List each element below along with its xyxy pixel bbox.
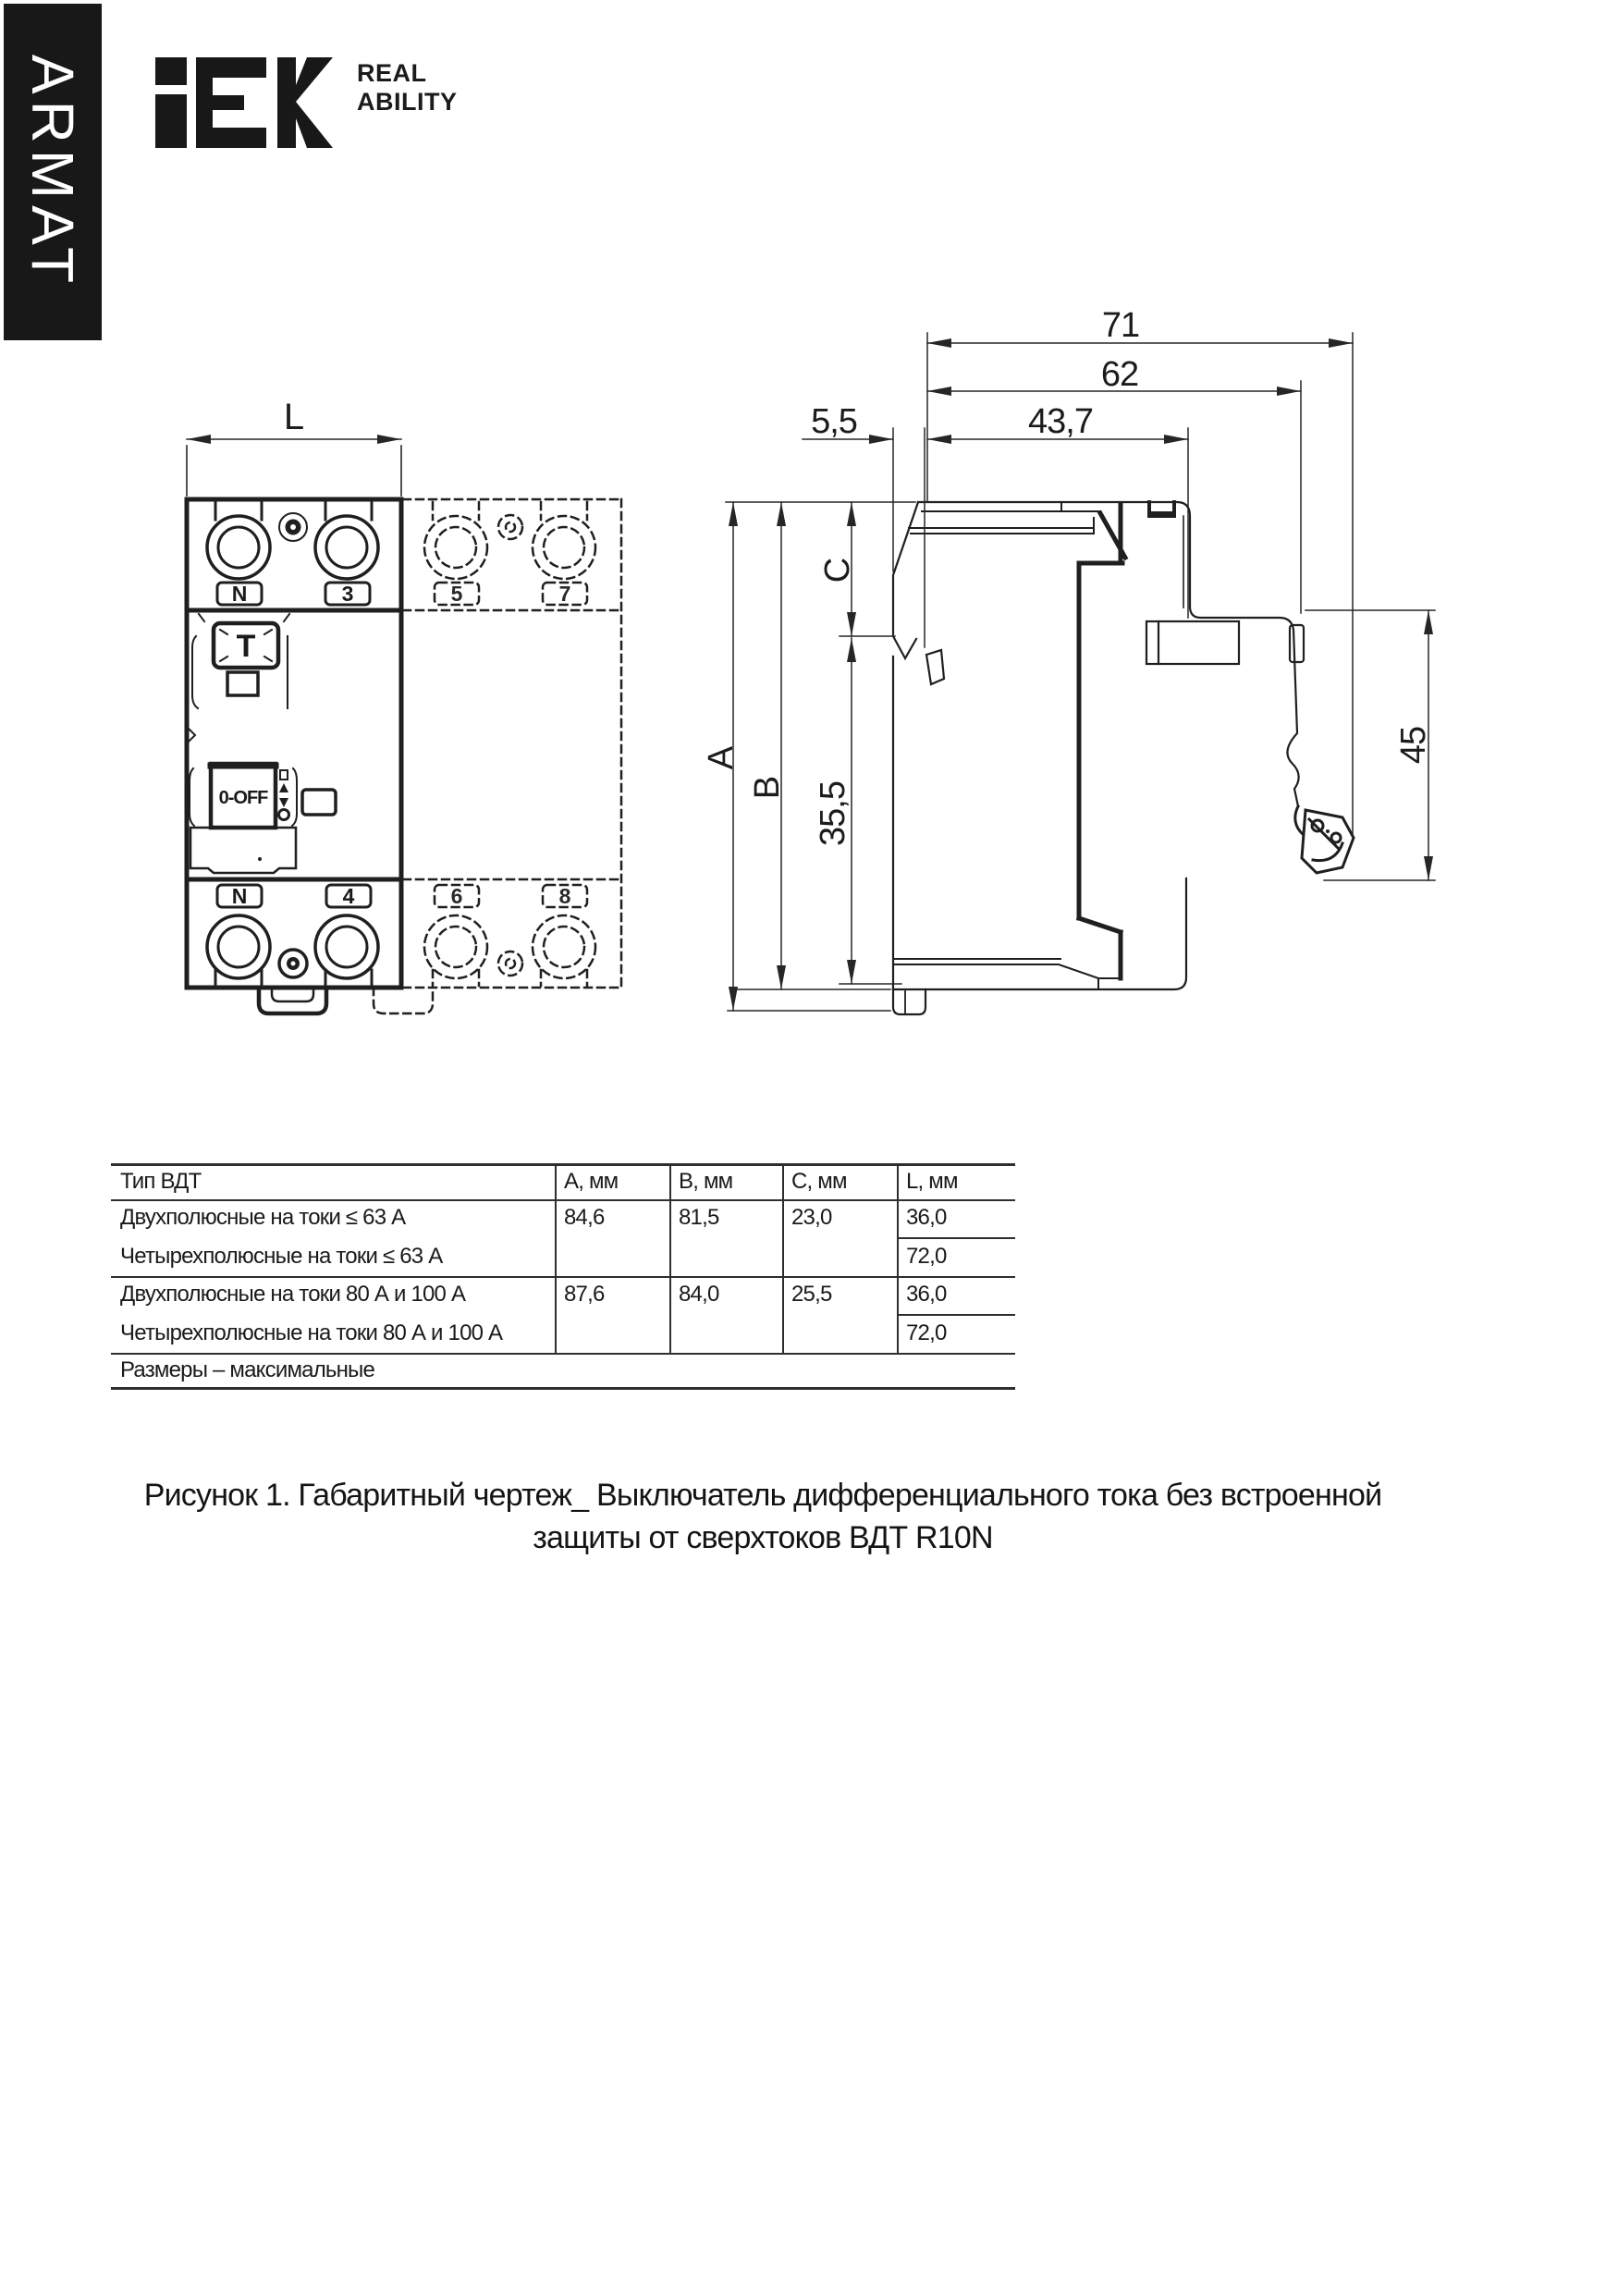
dim-label-71: 71 <box>1101 306 1140 345</box>
terminal-label-8: 8 <box>558 884 571 908</box>
clip-pull-detail-icon <box>1295 806 1354 873</box>
side-view <box>702 306 1435 1014</box>
table-header-l: L, мм <box>906 1169 958 1194</box>
dim-label-A: A <box>702 746 741 770</box>
table-row3-type: Двухполюсные на токи 80 А и 100 А <box>120 1282 466 1307</box>
screw-bottom-icon <box>279 950 307 977</box>
dim-label-L: L <box>283 397 305 437</box>
armat-label: ARMAT <box>19 54 86 290</box>
dimensions-table <box>111 1163 1015 1389</box>
table-row3-c: 25,5 <box>791 1282 832 1307</box>
dim-label-62: 62 <box>1100 355 1139 394</box>
table-row1-a: 84,6 <box>564 1205 605 1230</box>
table-header-type: Тип ВДТ <box>120 1169 202 1194</box>
table-row1-type: Двухполюсные на токи ≤ 63 А <box>120 1205 406 1230</box>
figure-caption-line2: защиты от сверхтоков ВДТ R10N <box>533 1520 993 1555</box>
dim-label-C: C <box>818 558 857 583</box>
figure-caption <box>102 1474 1424 1559</box>
table-row2-l: 72,0 <box>906 1244 947 1269</box>
terminal-label-n-bottom: N <box>231 884 248 908</box>
lever-label: 0-OFF <box>218 788 268 808</box>
table-row3-a: 87,6 <box>564 1282 605 1307</box>
position-indicator-icon <box>279 770 289 820</box>
dim-label-5-5: 5,5 <box>811 402 857 441</box>
table-row4-type: Четырехполюсные на токи 80 А и 100 А <box>120 1320 503 1345</box>
table-header-c: С, мм <box>791 1169 847 1194</box>
brand-tagline-line1: REAL <box>357 59 427 87</box>
front-view <box>187 397 621 1013</box>
dim-label-B: B <box>748 776 787 800</box>
table-row1-b: 81,5 <box>679 1205 719 1230</box>
terminal-label-4: 4 <box>342 884 355 908</box>
dim-label-43-7: 43,7 <box>1028 402 1093 441</box>
table-row4-l: 72,0 <box>906 1320 947 1345</box>
test-button-label: T <box>236 629 256 664</box>
table-row1-c: 23,0 <box>791 1205 832 1230</box>
table-header-a: А, мм <box>564 1169 619 1194</box>
table-footer-note: Размеры – максимальные <box>120 1357 375 1382</box>
table-row1-l: 36,0 <box>906 1205 947 1230</box>
terminal-label-7: 7 <box>558 582 571 606</box>
dim-label-35-5: 35,5 <box>814 781 852 846</box>
terminal-label-n-top: N <box>231 582 248 606</box>
terminal-label-5: 5 <box>450 582 463 606</box>
terminal-label-6: 6 <box>450 884 463 908</box>
screw-top-icon <box>279 513 307 541</box>
brand-tagline-line2: ABILITY <box>357 88 458 116</box>
table-row2-type: Четырехполюсные на токи ≤ 63 А <box>120 1244 443 1269</box>
figure-caption-line1: Рисунок 1. Габаритный чертеж_ Выключатель дифференциального тока без встроенной <box>143 1478 1382 1513</box>
table-row3-l: 36,0 <box>906 1282 947 1307</box>
table-row3-b: 84,0 <box>679 1282 719 1307</box>
dim-label-45: 45 <box>1394 726 1433 765</box>
table-header-b: В, мм <box>679 1169 733 1194</box>
terminal-label-3: 3 <box>341 582 354 606</box>
